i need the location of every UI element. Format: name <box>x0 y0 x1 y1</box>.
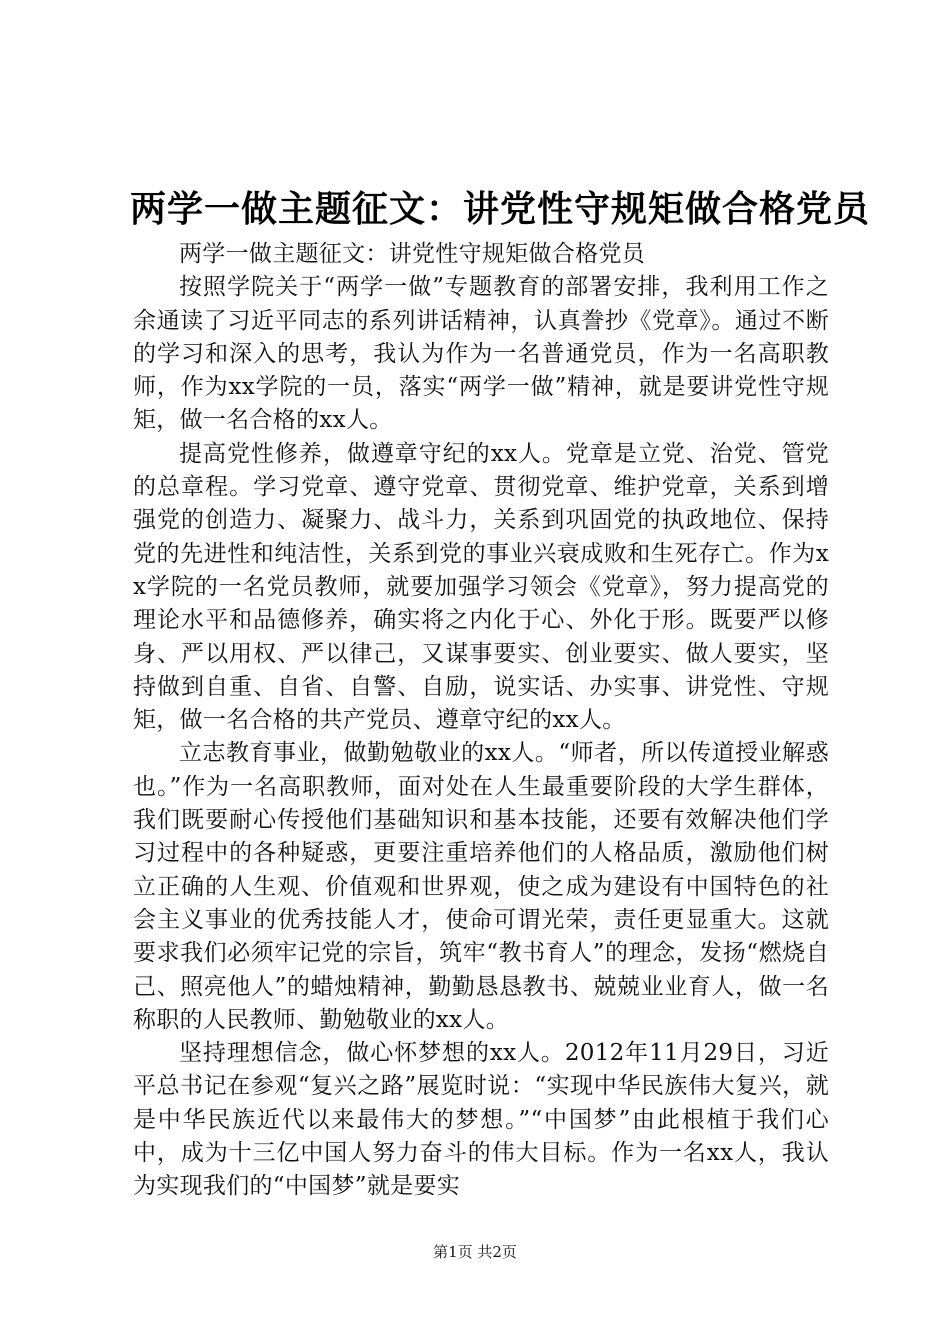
paragraph-intro: 按照学院关于“两学一做”专题教育的部署安排，我利用工作之余通读了习近平同志的系列讲话精神，认真誊抄《党章》。通过不断的学习和深入的思考，我认为作为一名普通党员，作为一名高职教师，作为xx学院的一员，落实“两学一做”精神，就是要讲党性守规矩，做一名合格的xx人。 <box>133 274 829 434</box>
document-title: 两学一做主题征文：讲党性守规矩做合格党员 <box>130 189 871 230</box>
paragraph-education-career: 立志教育事业，做勤勉敬业的xx人。“师者，所以传道授业解惑也。”作为一名高职教师，面对处在人生最重要阶段的大学生群体，我们既要耐心传授他们基础知识和基本技能，还要有效解决他们学习过程中的各种疑惑，更要注重培养他们的人格品质，激励他们树立正确的人生观、价值观和世界观，使之成为建设有中国特色的社会主义事业的优秀技能人才，使命可谓光荣，责任更显重大。这就要求我们必须牢记党的宗旨，筑牢“教书育人”的理念，发扬“燃烧自己、照亮他人”的蜡烛精神，勤勤恳恳教书、兢兢业业育人，做一名称职的人民教师、勤勉敬业的xx人。 <box>133 740 829 1033</box>
document-body <box>133 238 829 1204</box>
paragraph-party-discipline: 提高党性修养，做遵章守纪的xx人。党章是立党、治党、管党的总章程。学习党章、遵守党章、贯彻党章、维护党章，关系到增强党的创造力、凝聚力、战斗力，关系到巩固党的执政地位、保持党的先进性和纯洁性，关系到党的事业兴衰成败和生死存亡。作为xx学院的一名党员教师，就要加强学习领会《党章》，努力提高党的理论水平和品德修养，确实将之内化于心、外化于形。既要严以修身、严以用权、严以律己，又谋事要实、创业要实、做人要实，坚持做到自重、自省、自警、自励，说实话、办实事、讲党性、守规矩，做一名合格的共产党员、遵章守纪的xx人。 <box>133 440 829 734</box>
page-number-footer: 第1页 共2页 <box>433 1243 517 1261</box>
paragraph-subtitle: 两学一做主题征文：讲党性守规矩做合格党员 <box>179 241 645 267</box>
paragraph-ideals: 坚持理想信念，做心怀梦想的xx人。2012年11月29日，习近平总书记在参观“复兴之路”展览时说：“实现中华民族伟大复兴，就是中华民族近代以来最伟大的梦想。”“中国梦”由此根植于我们心中，成为十三亿中国人努力奋斗的伟大目标。作为一名xx人，我认为实现我们的“中国梦”就是要实 <box>133 1040 829 1200</box>
